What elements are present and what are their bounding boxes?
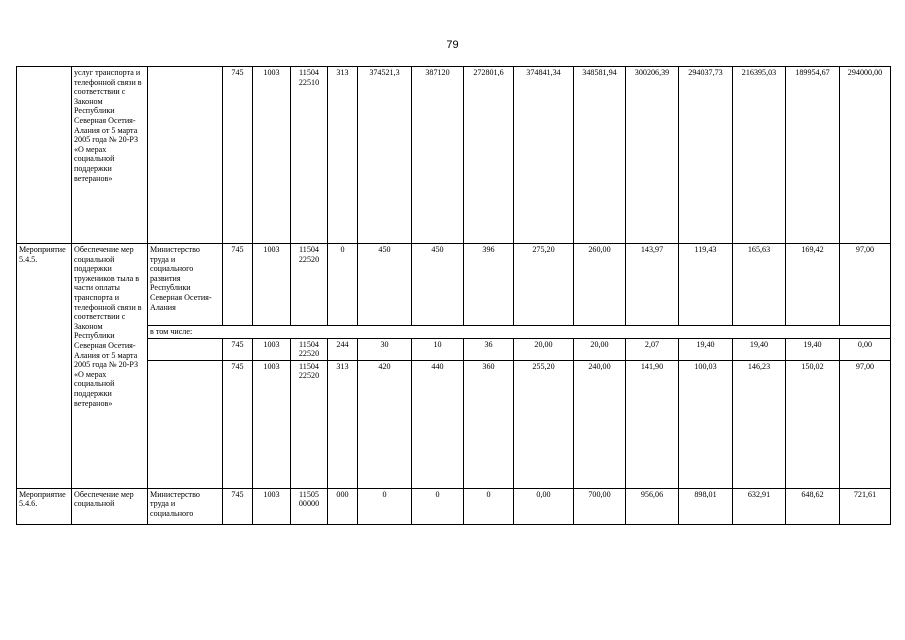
value-cell: 360 <box>464 360 514 488</box>
value-cell: 10 <box>412 338 464 360</box>
value-cell: 20,00 <box>514 338 574 360</box>
value-cell: 146,23 <box>733 360 786 488</box>
description-cell: Обеспечение мер социальной <box>72 488 148 524</box>
value-cell: 141,90 <box>626 360 679 488</box>
description-cell: услуг транспорта и телефонной связи в соответствии с Законом Республики Северная Осетия-Алания от 5 марта 2005 года № 20-РЗ «О мерах социальной поддержки ветеранов» <box>72 67 148 244</box>
value-cell: 19,40 <box>679 338 733 360</box>
value-cell: 0 <box>412 488 464 524</box>
value-cell: 255,20 <box>514 360 574 488</box>
value-cell: 348581,94 <box>574 67 626 244</box>
value-cell: 119,43 <box>679 244 733 326</box>
value-cell: 19,40 <box>733 338 786 360</box>
value-cell: 165,63 <box>733 244 786 326</box>
executor-cell: Министерство труда и социального <box>148 488 223 524</box>
value-cell: 11504 22520 <box>291 338 328 360</box>
value-cell: 374521,3 <box>358 67 412 244</box>
including-label: в том числе: <box>148 326 891 339</box>
value-cell: 721,61 <box>840 488 891 524</box>
value-cell: 97,00 <box>840 360 891 488</box>
value-cell: 745 <box>223 338 253 360</box>
value-cell: 700,00 <box>574 488 626 524</box>
value-cell: 440 <box>412 360 464 488</box>
value-cell: 260,00 <box>574 244 626 326</box>
value-cell: 100,03 <box>679 360 733 488</box>
value-cell: 11504 22520 <box>291 244 328 326</box>
value-cell: 216395,03 <box>733 67 786 244</box>
value-cell: 169,42 <box>786 244 840 326</box>
value-cell: 745 <box>223 488 253 524</box>
table-row-5-4-6 <box>17 488 891 524</box>
table-row-5-4-5-sub2 <box>17 360 891 488</box>
value-cell: 11504 22520 <box>291 360 328 488</box>
value-cell: 150,02 <box>786 360 840 488</box>
page-number: 79 <box>446 39 459 51</box>
value-cell: 240,00 <box>574 360 626 488</box>
value-cell: 313 <box>328 67 358 244</box>
table-row-5-4-5-sub1 <box>17 338 891 360</box>
value-cell: 1003 <box>253 338 291 360</box>
value-cell: 745 <box>223 244 253 326</box>
value-cell: 0,00 <box>514 488 574 524</box>
value-cell: 0,00 <box>840 338 891 360</box>
value-cell: 450 <box>358 244 412 326</box>
value-cell: 387120 <box>412 67 464 244</box>
value-cell: 1003 <box>253 244 291 326</box>
activity-label-cell: Мероприятие 5.4.5. <box>17 244 72 489</box>
value-cell: 294000,00 <box>840 67 891 244</box>
value-cell: 189954,67 <box>786 67 840 244</box>
value-cell: 1003 <box>253 67 291 244</box>
value-cell: 1003 <box>253 488 291 524</box>
value-cell: 36 <box>464 338 514 360</box>
value-cell: 745 <box>223 67 253 244</box>
description-cell: Обеспечение мер социальной поддержки тружеников тыла в части оплаты транспорта и телефонной связи в соответствии с Законом Республики Северная Осетия-Алания от 5 марта 2005 года № 20-РЗ «О мерах социальной поддержки ветеранов» <box>72 244 148 489</box>
value-cell: 143,97 <box>626 244 679 326</box>
value-cell: 374841,34 <box>514 67 574 244</box>
label-cell <box>17 67 72 244</box>
table-row-5-4-5 <box>17 244 891 326</box>
table-row-continuation <box>17 67 891 244</box>
value-cell: 11504 22510 <box>291 67 328 244</box>
value-cell: 11505 00000 <box>291 488 328 524</box>
activity-label-cell: Мероприятие 5.4.6. <box>17 488 72 524</box>
value-cell: 275,20 <box>514 244 574 326</box>
executor-cell <box>148 360 223 488</box>
value-cell: 898,01 <box>679 488 733 524</box>
value-cell: 0 <box>328 244 358 326</box>
table-row-including <box>17 326 891 339</box>
executor-cell: Министерство труда и социального развития Республики Северная Осетия-Алания <box>148 244 223 326</box>
value-cell: 2,07 <box>626 338 679 360</box>
value-cell: 450 <box>412 244 464 326</box>
value-cell: 000 <box>328 488 358 524</box>
budget-table <box>16 66 891 525</box>
value-cell: 300206,39 <box>626 67 679 244</box>
value-cell: 420 <box>358 360 412 488</box>
value-cell: 294037,73 <box>679 67 733 244</box>
value-cell: 1003 <box>253 360 291 488</box>
value-cell: 19,40 <box>786 338 840 360</box>
value-cell: 20,00 <box>574 338 626 360</box>
value-cell: 244 <box>328 338 358 360</box>
value-cell: 272801,6 <box>464 67 514 244</box>
value-cell: 0 <box>358 488 412 524</box>
value-cell: 0 <box>464 488 514 524</box>
value-cell: 648,62 <box>786 488 840 524</box>
value-cell: 956,06 <box>626 488 679 524</box>
value-cell: 745 <box>223 360 253 488</box>
value-cell: 97,00 <box>840 244 891 326</box>
executor-cell <box>148 67 223 244</box>
value-cell: 396 <box>464 244 514 326</box>
value-cell: 632,91 <box>733 488 786 524</box>
executor-cell <box>148 338 223 360</box>
value-cell: 30 <box>358 338 412 360</box>
value-cell: 313 <box>328 360 358 488</box>
